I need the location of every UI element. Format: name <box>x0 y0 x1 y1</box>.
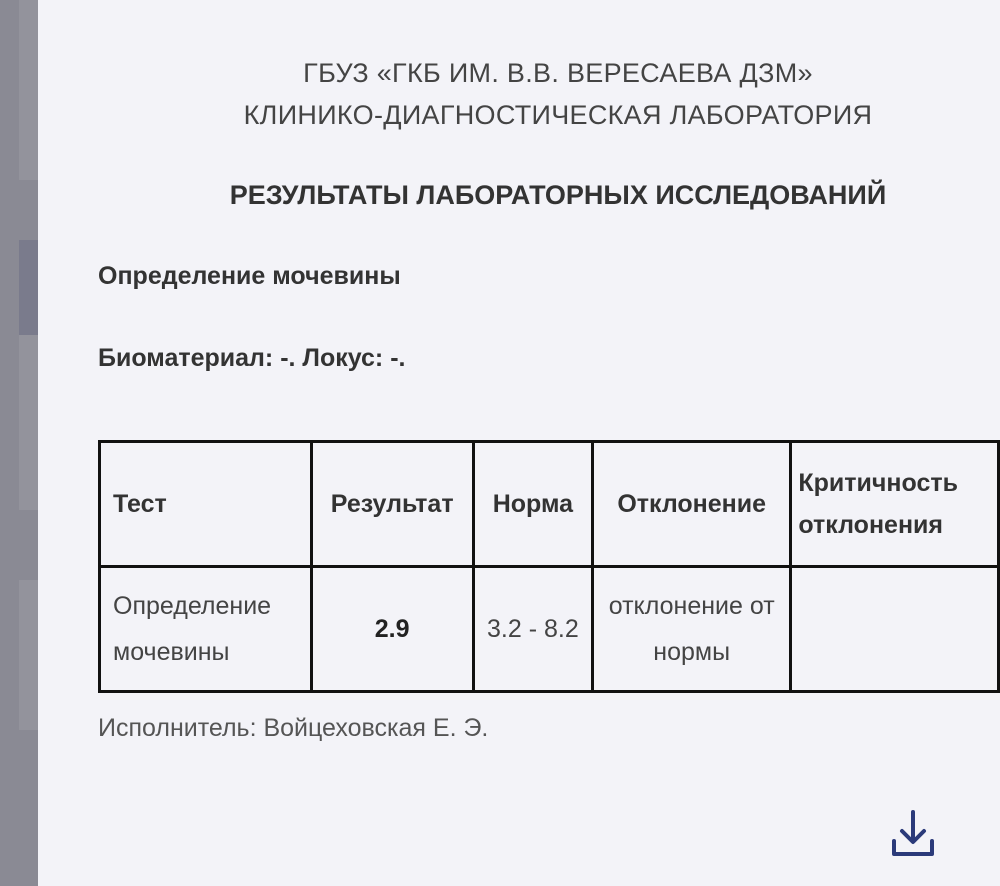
col-criticality: Критичность отклонения <box>791 442 999 567</box>
col-norm: Норма <box>473 442 592 567</box>
cell-test: Определение мочевины <box>100 567 312 692</box>
background-card <box>19 580 38 730</box>
download-icon <box>888 808 938 860</box>
results-table <box>98 440 1000 693</box>
background-card <box>19 240 38 335</box>
col-test: Тест <box>100 442 312 567</box>
background-card <box>19 335 38 510</box>
download-button[interactable] <box>888 808 938 860</box>
table-header-row <box>100 442 999 567</box>
executor: Исполнитель: Войцеховская Е. Э. <box>98 714 489 742</box>
cell-norm: 3.2 - 8.2 <box>473 567 592 692</box>
col-deviation: Отклонение <box>592 442 790 567</box>
biomaterial-info: Биоматериал: -. Локус: -. <box>98 344 406 372</box>
table-row <box>100 567 999 692</box>
org-name: ГБУЗ «ГКБ ИМ. В.В. ВЕРЕСАЕВА ДЗМ» <box>303 58 813 88</box>
document-title: РЕЗУЛЬТАТЫ ЛАБОРАТОРНЫХ ИССЛЕДОВАНИЙ <box>229 180 887 210</box>
study-name: Определение мочевины <box>98 262 401 290</box>
lab-name: КЛИНИКО-ДИАГНОСТИЧЕСКАЯ ЛАБОРАТОРИЯ <box>243 100 873 130</box>
lab-result-document <box>38 0 1000 886</box>
col-result: Результат <box>311 442 473 567</box>
cell-result: 2.9 <box>311 567 473 692</box>
cell-criticality <box>791 567 999 692</box>
background-card <box>19 0 38 180</box>
cell-deviation: отклонение от нормы <box>592 567 790 692</box>
